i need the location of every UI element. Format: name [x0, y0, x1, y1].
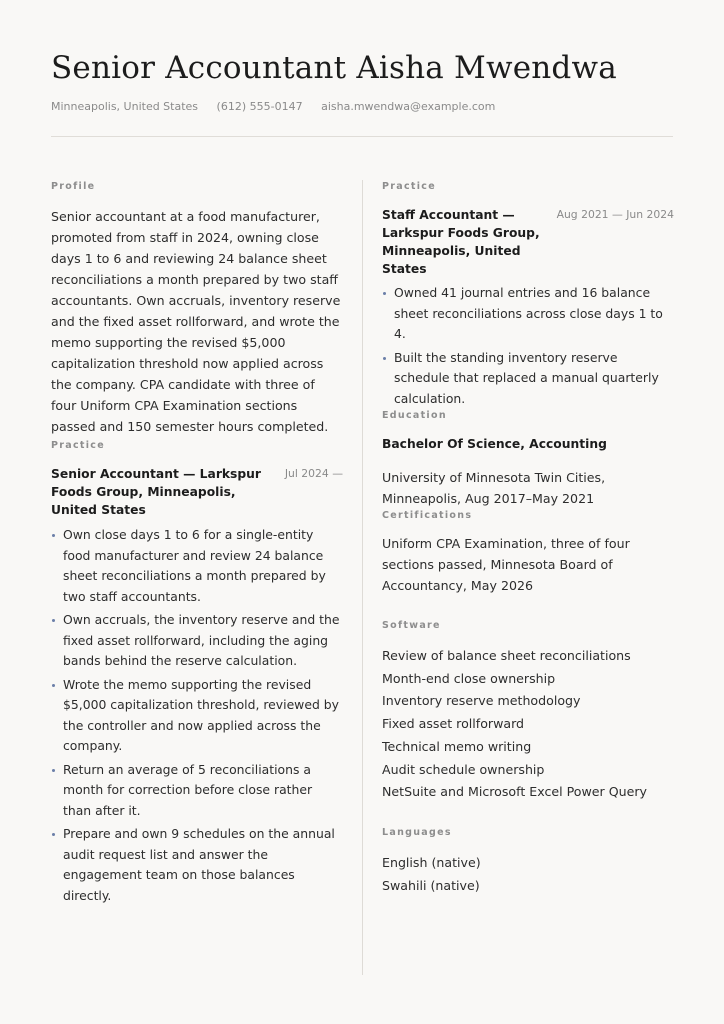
list-item: Audit schedule ownership [382, 761, 545, 777]
list-item: Owned 41 journal entries and 16 balance sheet reconciliations across close days 1 to 4. [382, 283, 674, 345]
profile-text: Senior accountant at a food manufacturer, promoted from staff in 2024, owning close days 1 to 6 and reviewing 24 balance sheet reconciliations a month prepared by two staff accountants. Own accruals, inventory reserve and the fixed asset rollforward, and wrote the memo supporting the revised $5,000 capitalization threshold now applied across the company. CPA candidate with three of four Uniform CPA Examination sections passed and 150 semester hours completed. [51, 209, 341, 434]
practice-section-right [382, 180, 674, 409]
profile-section [51, 180, 343, 437]
practice-label-left: Practice [51, 440, 105, 451]
languages-label: Languages [382, 826, 452, 838]
location-text: Minneapolis, United States [51, 100, 199, 113]
software-label: Software [382, 620, 441, 631]
profile-label [51, 180, 343, 194]
profile-label-text: Profile [51, 181, 96, 192]
list-item: NetSuite and Microsoft Excel Power Query [382, 784, 647, 800]
list-item: Technical memo writing [382, 738, 532, 754]
header-divider [51, 136, 673, 137]
list-item: Review of balance sheet reconciliations [382, 648, 631, 663]
list-item: Wrote the memo supporting the revised $5,000 capitalization threshold, reviewed by the controller and now applied across the company. [51, 675, 343, 757]
list-item: Swahili (native) [382, 877, 480, 893]
list-item: Own close days 1 to 6 for a single-entity food manufacturer and review 24 balance sheet reconciliations a month prepared by two staff accountants. [51, 525, 343, 607]
list-item: Own accruals, the inventory reserve and the fixed asset rollforward, including the aging bands behind the reserve calculation. [51, 610, 343, 672]
list-item: Built the standing inventory reserve schedule that replaced a manual quarterly calculation. [382, 348, 674, 410]
degree-title: Bachelor Of Science, Accounting [382, 437, 607, 451]
resume-name: Senior Accountant Aisha Mwendwa [51, 50, 617, 86]
job-date-senior: Jul 2024 — [284, 467, 343, 480]
phone-text: (612) 555-0147 [216, 100, 303, 113]
education-label: Education [382, 410, 447, 421]
job-title-staff: Staff Accountant — Larkspur Foods Group, Minneapolis, United States [382, 208, 540, 276]
left-column [51, 180, 343, 906]
education-detail: University of Minnesota Twin Cities, Minneapolis, Aug 2017–May 2021 [382, 470, 606, 506]
email-text: aisha.mwendwa@example.com [321, 100, 496, 113]
job-header-staff [382, 206, 674, 278]
right-column [382, 180, 674, 897]
languages-section [382, 826, 674, 897]
certifications-section [382, 509, 674, 596]
job-date-staff: Aug 2021 — Jun 2024 [556, 208, 674, 221]
job-title-senior: Senior Accountant — Larkspur Foods Group, Minneapolis, United States [51, 467, 261, 517]
software-list [382, 645, 674, 804]
practice-section-left [51, 439, 343, 906]
certifications-label: Certifications [382, 510, 473, 521]
list-item: English (native) [382, 854, 481, 870]
senior-bullets [51, 525, 343, 906]
languages-list [382, 852, 674, 897]
list-item: Return an average of 5 reconciliations a month for correction before close rather than after it. [51, 760, 343, 822]
software-section [382, 619, 674, 804]
education-section [382, 409, 674, 509]
list-item: Inventory reserve methodology [382, 693, 581, 709]
certifications-text: Uniform CPA Examination, three of four sections passed, Minnesota Board of Accountancy, May 2026 [382, 536, 630, 593]
column-divider [362, 180, 363, 975]
contact-line [51, 100, 510, 113]
practice-label-right: Practice [382, 181, 436, 192]
list-item: Month-end close ownership [382, 670, 556, 686]
list-item: Fixed asset rollforward [382, 716, 525, 732]
list-item: Prepare and own 9 schedules on the annual audit request list and answer the engagement team on those balances directly. [51, 824, 343, 906]
staff-bullets [382, 283, 674, 409]
job-header-senior [51, 465, 343, 519]
